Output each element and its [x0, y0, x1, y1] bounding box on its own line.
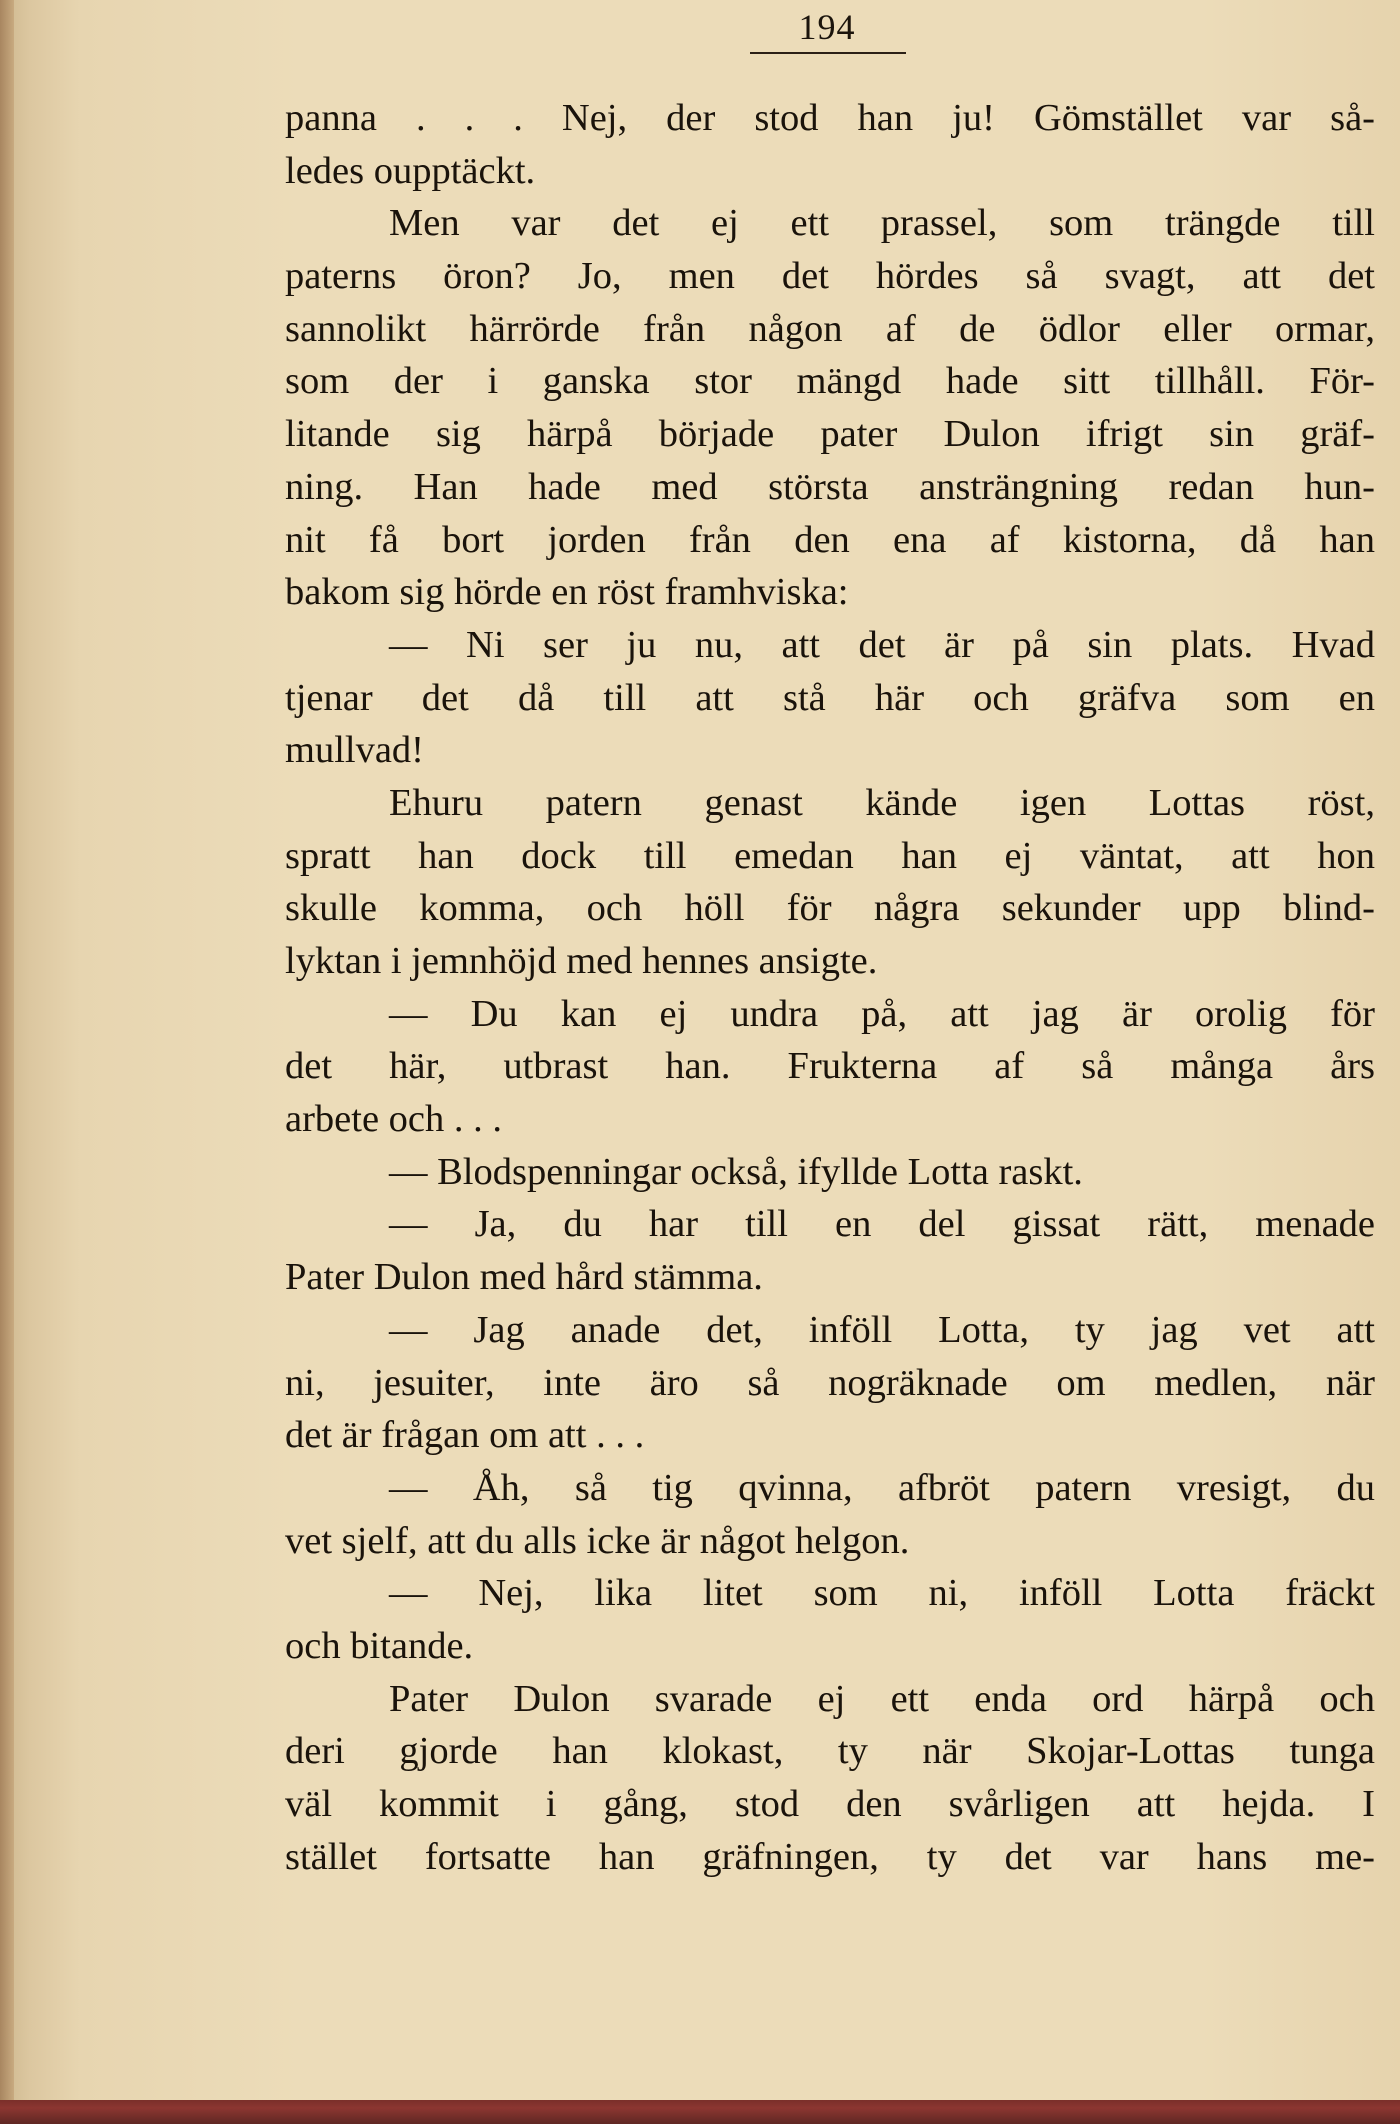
text-line: Pater Dulon svarade ej ett enda ord härpå och [389, 1677, 1375, 1720]
text-line: — Jag anade det, inföll Lotta, ty jag vet att [389, 1308, 1375, 1351]
text-line: Pater Dulon med hård stämma. [285, 1256, 763, 1299]
text-line: — Ja, du har till en del gissat rätt, menade [389, 1203, 1375, 1246]
text-line: väl kommit i gång, stod den svårligen att hejda. I [285, 1783, 1375, 1825]
text-line: — Åh, så tig qvinna, afbröt patern vresigt, du [389, 1466, 1375, 1509]
text-line: paterns öron? Jo, men det hördes så svagt, att det [285, 255, 1375, 298]
text-line: tjenar det då till att stå här och gräfva som en [285, 676, 1375, 719]
body-text [285, 92, 1375, 1883]
text-line: arbete och . . . [285, 1098, 502, 1141]
text-line: och bitande. [285, 1624, 474, 1667]
text-line: litande sig härpå började pater Dulon ifrigt sin gräf- [285, 413, 1375, 456]
text-line: det är frågan om att . . . [285, 1414, 645, 1457]
page-number: 194 [798, 7, 856, 47]
text-line: — Nej, lika litet som ni, inföll Lotta fräckt [389, 1572, 1375, 1615]
text-line: panna . . . Nej, der stod han ju! Gömstället var så- [285, 97, 1375, 139]
text-line: sannolikt härrörde från någon af de ödlor eller ormar, [285, 307, 1375, 350]
text-line: deri gjorde han klokast, ty när Skojar-Lottas tunga [285, 1730, 1375, 1773]
text-line: Ehuru patern genast kände igen Lottas röst, [389, 781, 1375, 824]
text-line: Men var det ej ett prassel, som trängde till [389, 202, 1375, 245]
text-line: — Ni ser ju nu, att det är på sin plats. Hvad [389, 623, 1375, 666]
text-line: mullvad! [285, 729, 424, 772]
text-line: skulle komma, och höll för några sekunder upp blind- [285, 887, 1375, 930]
page-spine-shadow [0, 0, 14, 2124]
text-line: ledes oupptäckt. [285, 149, 536, 192]
text-line: bakom sig hörde en röst framhviska: [285, 571, 849, 614]
text-line: stället fortsatte han gräfningen, ty det var hans me- [285, 1835, 1375, 1878]
text-line: det här, utbrast han. Frukterna af så många års [285, 1045, 1375, 1088]
text-line: — Blodspenningar också, ifyllde Lotta raskt. [389, 1150, 1083, 1193]
text-line: lyktan i jemnhöjd med hennes ansigte. [285, 940, 878, 982]
text-line: nit få bort jorden från den ena af kistorna, då han [285, 518, 1375, 561]
text-line: spratt han dock till emedan han ej väntat, att hon [285, 834, 1375, 877]
book-edge [0, 2100, 1400, 2124]
text-line: — Du kan ej undra på, att jag är orolig för [389, 992, 1375, 1035]
text-line: ni, jesuiter, inte äro så nogräknade om medlen, när [285, 1361, 1375, 1404]
text-line: som der i ganska stor mängd hade sitt tillhåll. För- [285, 360, 1375, 403]
text-line: vet sjelf, att du alls icke är något helgon. [285, 1519, 910, 1562]
page-number-rule [750, 52, 906, 54]
text-line: ning. Han hade med största ansträngning redan hun- [285, 465, 1375, 508]
